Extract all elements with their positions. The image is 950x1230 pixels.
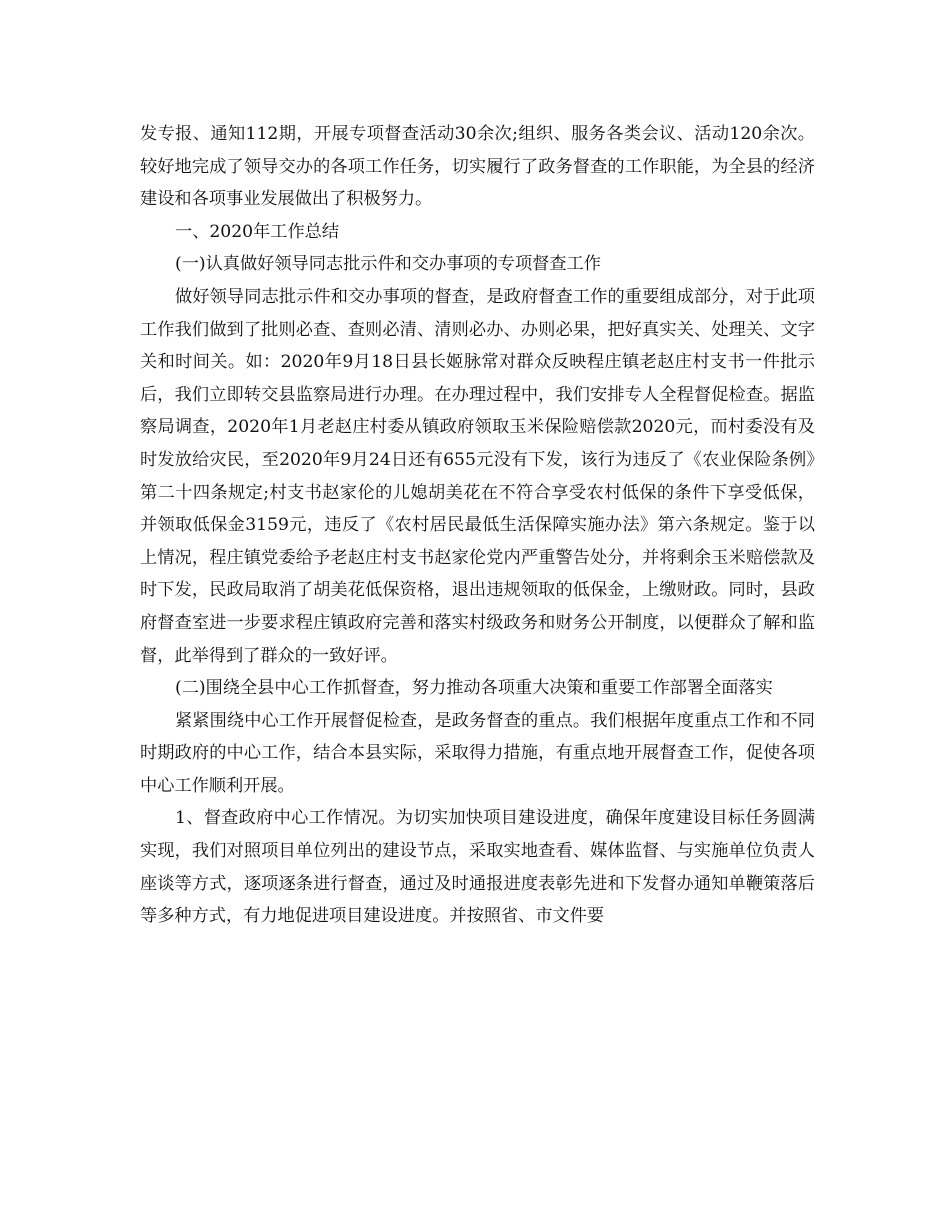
paragraph-government-work: 1、督查政府中心工作情况。为切实加快项目建设进度，确保年度建设目标任务圆满实现，我们对照项目单位列出的建设节点，采取实地查看、媒体监督、与实施单位负责人座谈等方式，逐项逐条进行督查，通过及时通报进度表彰先进和下发督办通知单鞭策落后等多种方式，有力地促进项目建设进度。并按照省、市文件要 bbox=[140, 808, 815, 927]
document-body bbox=[140, 118, 815, 933]
subsection-heading-1: (一)认真做好领导同志批示件和交办事项的专项督查工作 bbox=[175, 254, 601, 275]
section-heading-summary: 一、2020年工作总结 bbox=[175, 221, 340, 242]
subsection-heading-2: (二)围绕全县中心工作抓督查，努力推动各项重大决策和重要工作部署全面落实 bbox=[175, 678, 773, 699]
paragraph-central-work: 紧紧围绕中心工作开展督促检查，是政务督查的重点。我们根据年度重点工作和不同时期政府的中心工作，结合本县实际，采取得力措施，有重点地开展督查工作，促使各项中心工作顺利开展。 bbox=[140, 710, 815, 796]
paragraph-continuation: 发专报、通知112期，开展专项督查活动30余次;组织、服务各类会议、活动120余次。较好地完成了领导交办的各项工作任务，切实履行了政务督查的工作职能，为全县的经济建设和各项事业发展做出了积极努力。 bbox=[140, 124, 815, 210]
paragraph-instructions-supervision: 做好领导同志批示件和交办事项的督查，是政府督查工作的重要组成部分，对于此项工作我们做到了批则必查、查则必清、清则必办、办则必果，把好真实关、处理关、文字关和时间关。如：2020年9月18日县长姬脉常对群众反映程庄镇老赵庄村支书一件批示后，我们立即转交县监察局进行办理。在办理过程中，我们安排专人全程督促检查。据监察局调查，2020年1月老赵庄村委从镇政府领取玉米保险赔偿款2020元，而村委没有及时发放给灾民，至2020年9月24日还有655元没有下发，该行为违反了《农业保险条例》第二十四条规定;村支书赵家伦的儿媳胡美花在不符合享受农村低保的条件下享受低保，并领取低保金3159元，违反了《农村居民最低生活保障实施办法》第六条规定。鉴于以上情况，程庄镇党委给予老赵庄村支书赵家伦党内严重警告处分，并将剩余玉米赔偿款及时下发，民政局取消了胡美花低保资格，退出违规领取的低保金，上缴财政。同时，县政府督查室进一步要求程庄镇政府完善和落实村级政务和财务公开制度，以便群众了解和监督，此举得到了群众的一致好评。 bbox=[140, 286, 815, 666]
